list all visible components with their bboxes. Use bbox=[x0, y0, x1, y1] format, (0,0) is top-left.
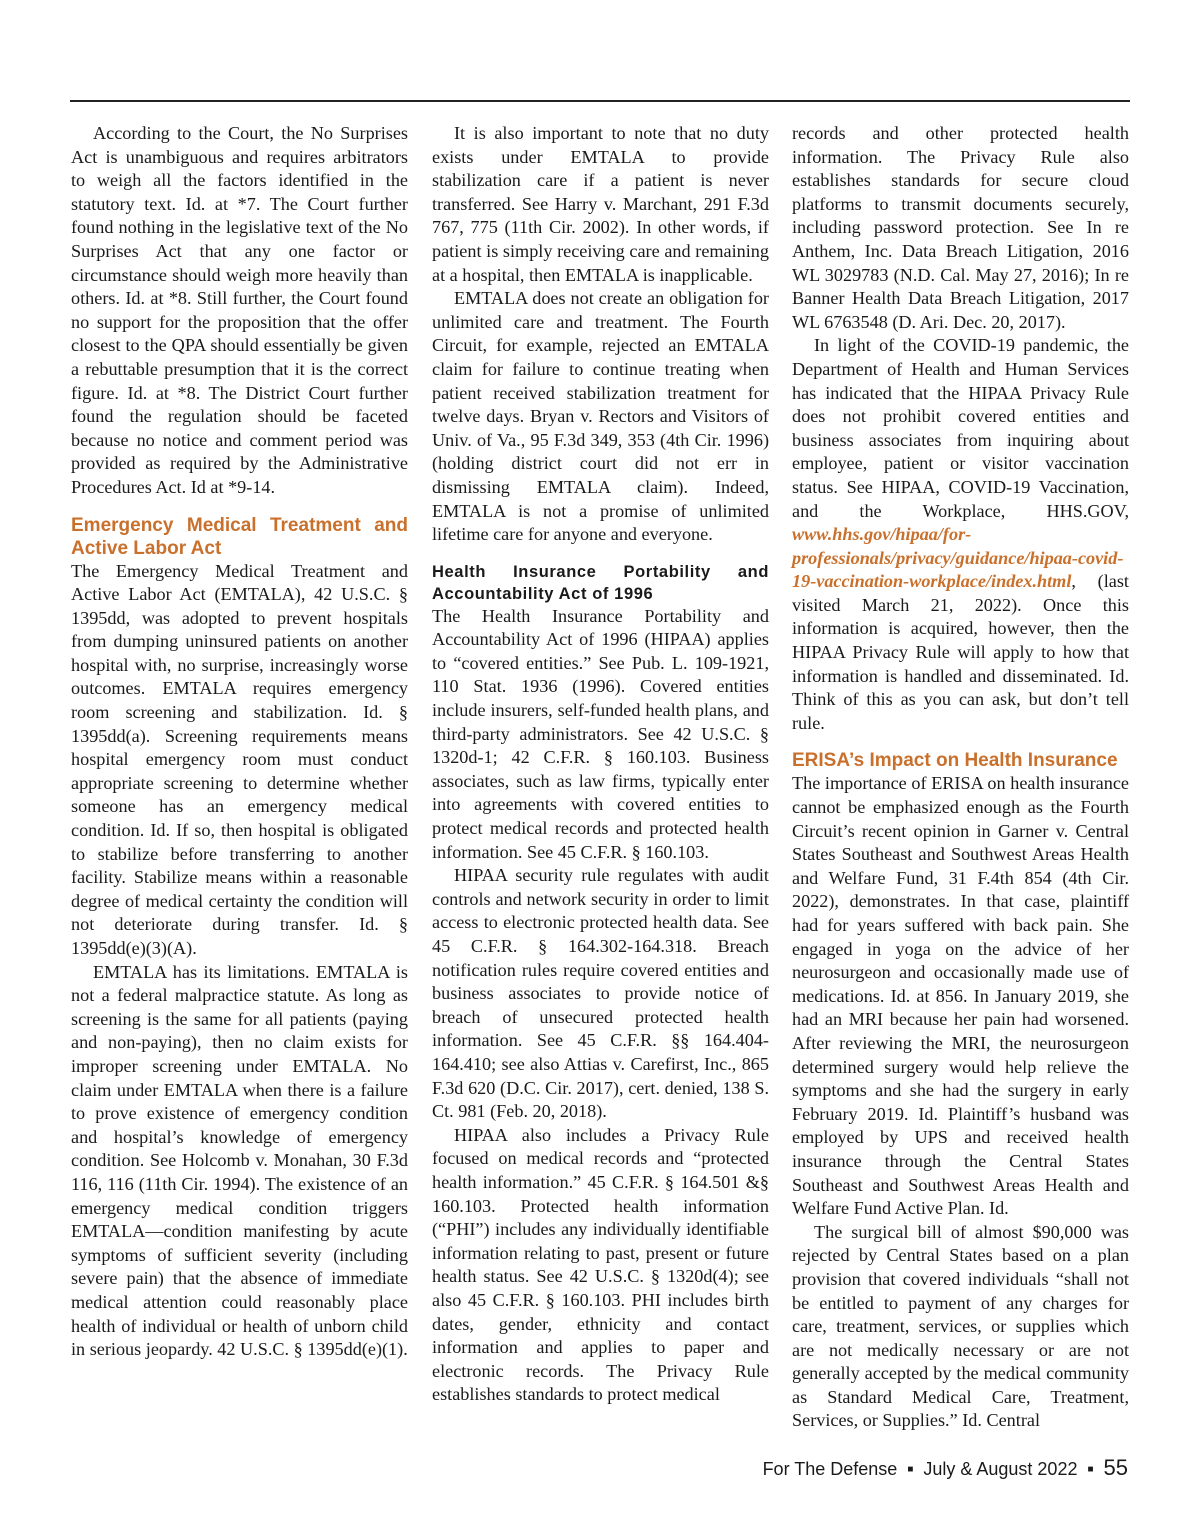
column-1 bbox=[71, 122, 408, 1362]
paragraph: According to the Court, the No Surprises Act is unambiguous and requires arbitrators to weigh all the factors identified in the statutory text. Id. at *7. The Court further found nothing in the legislative text of the No Surprises Act that any one factor or circumstance should weigh more heavily than others. Id. at *8. Still further, the Court found no support for the proposition that the offer closest to the QPA should essentially be given a rebuttable presumption that it is the correct figure. Id. at *8. The District Court further found the regulation should be faceted because no notice and comment period was provided as required by the Administrative Procedures Act. Id at *9-14. bbox=[71, 123, 408, 497]
paragraph: HIPAA security rule regulates with audit controls and network security in order to limit access to electronic protected health data. See 45 C.F.R. § 164.302-164.318. Breach notification rules require covered entities and business associates to provide notice of breach of unsecured protected health information. See 45 C.F.R. §§ 164.404-164.410; see also Attias v. Carefirst, Inc., 865 F.3d 620 (D.C. Cir. 2017), cert. denied, 138 S. Ct. 981 (Feb. 20, 2018). bbox=[432, 865, 769, 1122]
column-3 bbox=[792, 122, 1129, 1433]
separator-bullet: ■ bbox=[907, 1464, 914, 1475]
page-footer bbox=[763, 1455, 1128, 1481]
column-2 bbox=[432, 122, 769, 1407]
section-heading: Health Insurance Portability and Accountability Act of 1996 bbox=[432, 562, 769, 603]
paragraph: The Health Insurance Portability and Accountability Act of 1996 (HIPAA) applies to “covered entities.” See Pub. L. 109-1921, 110 Stat. 1936 (1996). Covered entities include insurers, self-funded health plans, and third-party administrators. See 42 U.S.C. § 1320d-1; 42 C.F.R. § 160.103. Business associates, such as law firms, typically enter into agreements with covered entities to protect medical records and protected health information. See 45 C.F.R. § 160.103. bbox=[432, 605, 769, 862]
section-heading: Emergency Medical Treatment and Active Labor Act bbox=[71, 514, 408, 559]
paragraph: records and other protected health information. The Privacy Rule also establishes standards for secure cloud platforms to transmit documents securely, including password protection. See In re Anthem, Inc. Data Breach Litigation, 2016 WL 3029783 (N.D. Cal. May 27, 2016); In re Banner Health Data Breach Litigation, 2017 WL 6763548 (D. Ari. Dec. 20, 2017). bbox=[792, 123, 1129, 332]
paragraph: The surgical bill of almost $90,000 was rejected by Central States based on a plan provision that covered individuals “shall not be entitled to payment of any charges for care, treatment, services, or supplies which are not medically necessary or are not generally accepted by the medical community as Standard Medical Care, Treatment, Services, or Supplies.” Id. Central bbox=[792, 1221, 1129, 1431]
paragraph: EMTALA has its limitations. EMTALA is not a federal malpractice statute. As long as screening is the same for all patients (paying and non-paying), then no claim exists for improper screening under EMTALA. No claim under EMTALA when there is a failure to prove existence of emergency condition and hospital’s knowledge of emergency condition. See Holcomb v. Monahan, 30 F.3d 116, 116 (11th Cir. 1994). The existence of an emergency medical condition triggers EMTALA—condition manifesting by acute symptoms of sufficient severity (including severe pain) that the absence of immediate medical attention could reasonably place health of individual or health of unborn child in serious jeopardy. 42 U.S.C. § 1395dd(e)(1). bbox=[71, 961, 408, 1360]
header-rule bbox=[70, 100, 1130, 102]
paragraph-text: , (last visited March 21, 2022). Once this information is acquired, however, then the HIPAA Privacy Rule will apply to how that information is handled and disseminated. Id. Think of this as you can ask, but don’t tell rule. bbox=[792, 571, 1129, 733]
hhs-guidance-link[interactable]: www.hhs.gov/hipaa/for-professionals/privacy/guidance/hipaa-covid-19-vaccination-workplace/index.html bbox=[792, 524, 1124, 592]
paragraph: HIPAA also includes a Privacy Rule focused on medical records and “protected health information.” 45 C.F.R. § 164.501 &§ 160.103. Protected health information (“PHI”) includes any individually identifiable information relating to past, present or future health status. See 42 U.S.C. § 1320d(4); see also 45 C.F.R. § 160.103. PHI includes birth dates, gender, ethnicity and contact information and applies to paper and electronic records. The Privacy Rule establishes standards to protect medical bbox=[432, 1124, 769, 1405]
paragraph: EMTALA does not create an obligation for unlimited care and treatment. The Fourth Circuit, for example, rejected an EMTALA claim for failure to continue treating when patient received stabilization treatment for twelve days. Bryan v. Rectors and Visitors of Univ. of Va., 95 F.3d 349, 353 (4th Cir. 1996) (holding district court did not err in dismissing EMTALA claim). Indeed, EMTALA is not a promise of unlimited lifetime care for anyone and everyone. bbox=[432, 288, 769, 545]
paragraph-text: In light of the COVID-19 pandemic, the Department of Health and Human Services has indicated that the HIPAA Privacy Rule does not prohibit covered entities and business associates from inquiring about employee, patient or visitor vaccination status. See HIPAA, COVID-19 Vaccination, and the Workplace, HHS.GOV, bbox=[792, 335, 1129, 521]
separator-bullet: ■ bbox=[1087, 1464, 1094, 1475]
issue-date: July & August 2022 bbox=[923, 1459, 1078, 1479]
section-heading: ERISA’s Impact on Health Insurance bbox=[792, 750, 1118, 772]
publication-name: For The Defense bbox=[762, 1459, 898, 1479]
page-number: 55 bbox=[1103, 1455, 1128, 1480]
paragraph: The importance of ERISA on health insurance cannot be emphasized enough as the Fourth Circuit’s recent opinion in Garner v. Central States Southeast and Southwest Areas Health and Welfare Fund, 31 F.4th 854 (4th Cir. 2022), demonstrates. In that case, plaintiff had for years suffered with back pain. She engaged in yoga on the advice of her neurosurgeon and occasionally made use of medications. Id. at 856. In January 2019, she had an MRI because her pain had worsened. After reviewing the MRI, the neurosurgeon determined surgery would help relieve the symptoms and she had the surgery in early February 2019. Id. Plaintiff’s husband was employed by UPS and received health insurance through the Central States Southeast and Southwest Areas Health and Welfare Fund Active Plan. Id. bbox=[792, 773, 1129, 1219]
paragraph bbox=[792, 334, 1129, 735]
paragraph: The Emergency Medical Treatment and Active Labor Act (EMTALA), 42 U.S.C. § 1395dd, was adopted to prevent hospitals from dumping uninsured patients on another hospital with, no surprise, increasingly worse outcomes. EMTALA requires emergency room screening and stabilization. Id. § 1395dd(a). Screening requirements means hospital emergency room must conduct appropriate screening to determine whether someone has an emergency medical condition. Id. If so, then hospital is obligated to stabilize before transferring to another facility. Stabilize means within a reasonable degree of medical certainty the condition will not deteriorate during transfer. Id. § 1395dd(e)(3)(A). bbox=[71, 560, 408, 958]
paragraph: It is also important to note that no duty exists under EMTALA to provide stabilization care if a patient is never transferred. See Harry v. Marchant, 291 F.3d 767, 775 (11th Cir. 2002). In other words, if patient is simply receiving care and remaining at a hospital, then EMTALA is inapplicable. bbox=[432, 123, 769, 285]
